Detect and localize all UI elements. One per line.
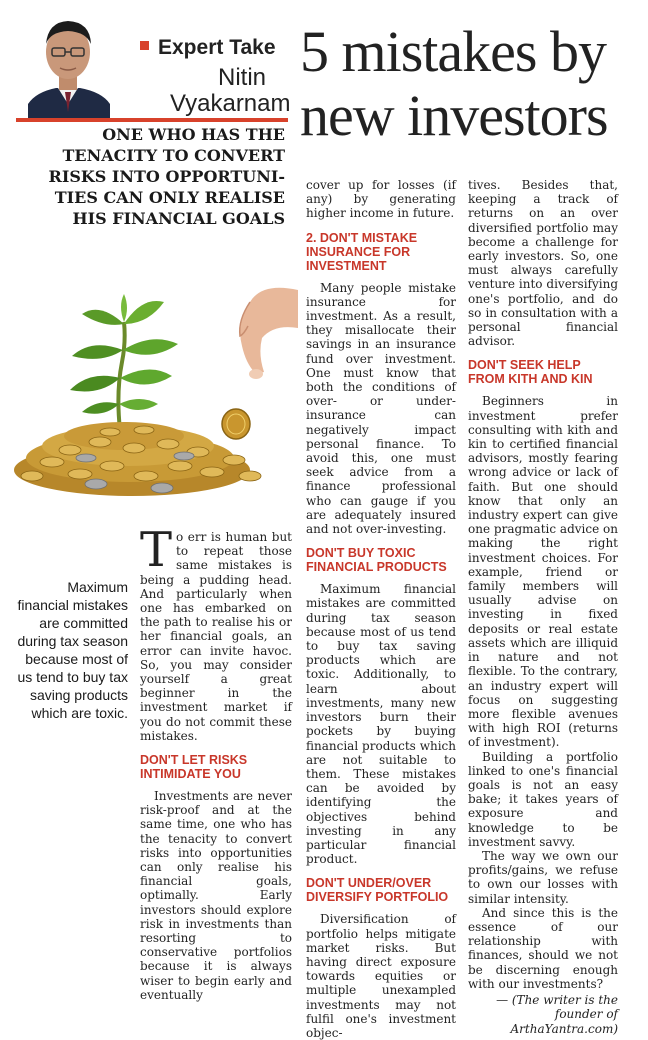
paragraph-profits: The way we own our profits/gains, we refuse to own our losses with similar intensity. — [468, 848, 618, 906]
coins-plant-illustration — [12, 262, 298, 512]
intro-paragraph — [140, 522, 292, 743]
headline — [300, 20, 630, 148]
headline-line-2: new investors — [300, 83, 608, 148]
paragraph-diversify: Diversification of portfolio helps mitigate market risks. But having direct exposure towards equities or multiple unexampled investments may not fulfil one's investment objec- — [306, 912, 456, 1040]
subheading-toxic-products: DON'T BUY TOXIC FINANCIAL PRODUCTS — [306, 546, 447, 575]
paragraph-risks-continued: cover up for losses (if any) by generating higher income in future. — [306, 178, 456, 221]
author-last-name: Vyakarnam — [170, 90, 291, 117]
pull-quote: Maximum financial mistakes are committed during tax season because most of us tend to buy tax saving products which are toxic. — [17, 579, 128, 721]
credit-line-3: ArthaYantra.com) — [510, 1021, 618, 1036]
article-column-1 — [140, 522, 292, 1002]
drop-cap: T — [140, 522, 173, 578]
paragraph-portfolio: Building a portfolio linked to one's financial goals is not an easy bake; it takes years of exposure and knowledge to be investment savvy. — [468, 749, 618, 849]
author-first-name: Nitin — [218, 64, 267, 91]
intro-text: o err is human but to repeat those same mistakes is being a pudding head. And particularly when one has embarked on the path to realise his or her financial goals, an error can invite havoc. So, you may consider yourself a great beginner in the investment market if you do not commit these mistakes. — [140, 530, 292, 743]
article-column-3 — [468, 178, 618, 1036]
paragraph-diversify-continued: tives. Besides that, keeping a track of returns on an over diversified portfolio may become a challenge for early investors. So, one must always carefully venture into diversifying one's portfolio, and do so in consultation with a personal financial advisor. — [468, 178, 618, 349]
author-credit — [468, 993, 618, 1037]
bullet-square-icon — [140, 41, 149, 50]
author-photo — [18, 8, 118, 118]
credit-line-1: — (The writer is the — [496, 992, 618, 1007]
paragraph-risks: Investments are never risk-proof and at the same time, one who has the tenacity to convert risks into opportunities can only realise his financial goals, optimally. Early investors should explore risk in investments than resorting to conservative portfolios because it is always wiser to begin early and eventually — [140, 789, 292, 1002]
paragraph-insurance: Many people mistake insurance for investment. As a result, they misallocate their savings in an insurance fund over investment. One must know that both the conditions of over- or under-insurance can negatively impact personal finance. To avoid this, one must seek advice from a finance professional who can gauge if you are adequately insured and not over-investing. — [306, 280, 456, 537]
kicker-subheading: ONE WHO HAS THE TENACITY TO CONVERT RISKS INTO OPPORTUNI-TIES CAN ONLY REALISE HIS FINANCIAL GOALS — [48, 125, 285, 228]
subheading-insurance: 2. DON'T MISTAKE INSURANCE FOR INVESTMENT — [306, 230, 418, 273]
expert-take-text: Expert Take — [158, 36, 276, 59]
article-column-2 — [306, 178, 456, 1040]
subheading-diversify: DON'T UNDER/OVER DIVERSIFY PORTFOLIO — [306, 876, 449, 905]
subheading-risks: DON'T LET RISKS INTIMIDATE YOU — [140, 753, 248, 782]
expert-take-label — [140, 36, 276, 60]
paragraph-toxic-products: Maximum financial mistakes are committed during tax season because most of us tend to buy tax saving products which are toxic. Additionally, to learn about investments, many new investors burn their pockets by buying financial products which are not suitable to them. These mistakes can be avoided by identifying the objectives behind investing in any particular financial product. — [306, 582, 456, 867]
paragraph-kith-kin: Beginners in investment prefer consulting with kith and kin to certified financial advisors, mostly fearing wrong advice or lack of faith. But one should know that only an industry expert can give one pragmatic advice on making the right investment choices. For example, friend or family members will usually advise on investing in fixed deposits or real estate assets which are illiquid in nature and not flexible. To the contrary, an industry expert will focus on suggesting more flexible avenues with high ROI (returns of investment). — [468, 394, 618, 750]
subheading-kith-kin: DON'T SEEK HELP FROM KITH AND KIN — [468, 358, 593, 387]
credit-line-2: founder of — [554, 1007, 618, 1022]
headline-line-1: 5 mistakes by — [300, 19, 606, 84]
paragraph-essence: And since this is the essence of our relationship with finances, should we not be discerning enough with our investments? — [468, 905, 618, 991]
divider-rule — [16, 118, 288, 122]
